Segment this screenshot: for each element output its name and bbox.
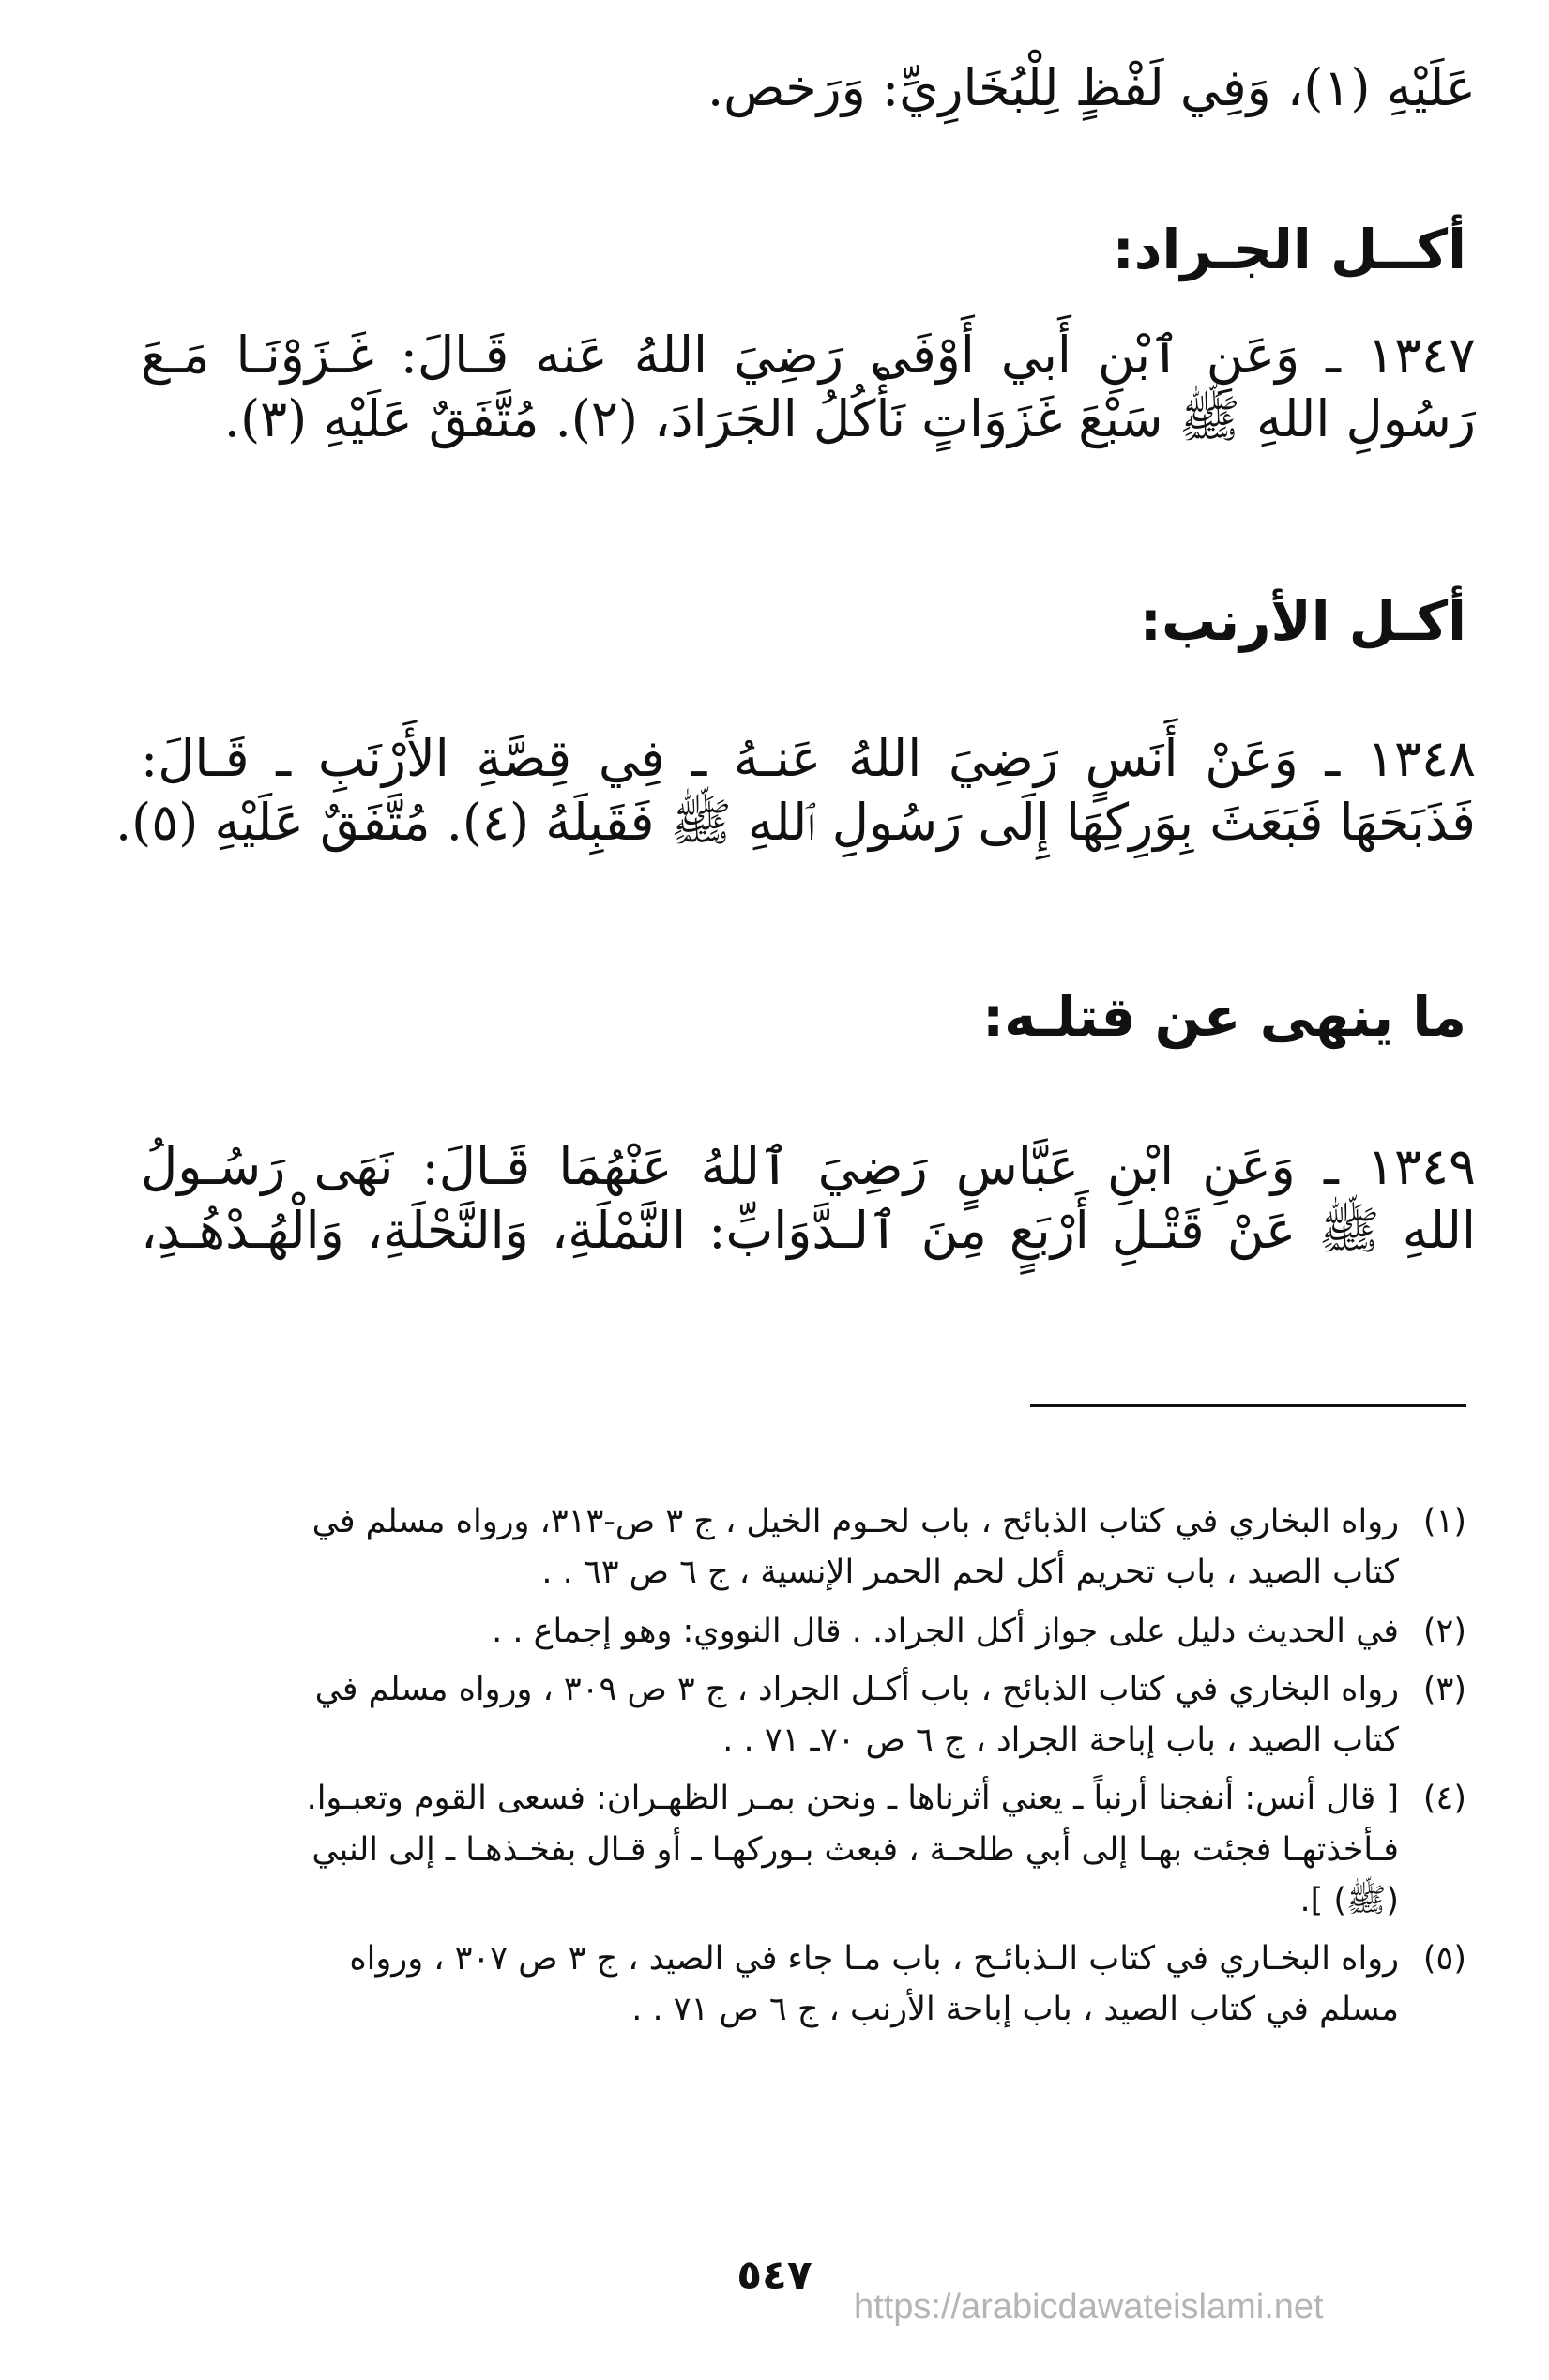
footnote-line: [ قال أنس: أنفجنا أرنباً ـ يعني أثرناها ـ ونحن بمـر الظهـران: فسعى القوم وتعبـوا. bbox=[306, 1780, 1399, 1818]
footnote-line: رواه البخاري في كتاب الذبائح ، باب أكـل الجراد ، ج ٣ ص ٣٠٩ ، ورواه مسلم في bbox=[314, 1670, 1399, 1708]
footnote-line: في الحديث دليل على جواز أكل الجراد. . قال النووي: وهو إجماع . . bbox=[492, 1612, 1399, 1650]
footnote-1 bbox=[150, 1496, 1466, 1599]
intro-line: عَلَيْهِ (١)، وَفِي لَفْظٍ لِلْبُخَارِيِّ: وَرَخص. bbox=[706, 58, 1476, 117]
heading-rabbit: أكـل الأرنب: bbox=[1139, 589, 1466, 653]
footnote-5 bbox=[150, 1933, 1466, 2036]
watermark-url: https://arabicdawateislami.net bbox=[854, 2287, 1324, 2327]
hadith-1347 bbox=[141, 324, 1476, 450]
footnote-number: (١) bbox=[1422, 1503, 1466, 1540]
hadith-1348 bbox=[115, 727, 1476, 854]
heading-locust: أكــل الجـراد: bbox=[1112, 218, 1466, 281]
footnote-text bbox=[150, 1664, 1399, 1766]
footnote-line: (ﷺ) ]. bbox=[1299, 1881, 1399, 1919]
hadith-1349 bbox=[141, 1135, 1476, 1262]
footnote-number: (٥) bbox=[1422, 1940, 1466, 1978]
footnotes bbox=[150, 1496, 1466, 2043]
hadith-line: رَسُولِ اللهِ ﷺ سَبْعَ غَزَوَاتٍ نَأْكُلُ الجَرَادَ، (٢). مُتَّفَقٌ عَلَيْهِ (٣). bbox=[223, 388, 1476, 448]
footnote-line: فـأخذتهـا فجئت بهـا إلى أبي طلحـة ، فبعث بـوركهـا ـ أو قـال بفخـذهـا ـ إلى النبي bbox=[311, 1830, 1399, 1869]
footnote-number: (٤) bbox=[1422, 1780, 1466, 1818]
hadith-line: فَذَبَحَهَا فَبَعَثَ بِوَرِكِهَا إِلَى رَسُولِ ٱللهِ ﷺ فَقَبِلَهُ (٤). مُتَّفَقٌ عَلَيْهِ (٥). bbox=[115, 792, 1476, 852]
intro-text bbox=[141, 56, 1476, 120]
footnote-number: (٣) bbox=[1422, 1670, 1466, 1708]
footnote-text bbox=[150, 1496, 1399, 1599]
page-number: ٥٤٧ bbox=[737, 2251, 812, 2299]
hadith-line: ١٣٤٨ ـ وَعَنْ أَنَسٍ رَضِيَ اللهُ عَنـهُ ـ فِي قِصَّةِ الأَرْنَبِ ـ قَـالَ: bbox=[141, 729, 1476, 788]
footnote-number: (٢) bbox=[1422, 1612, 1466, 1650]
footnote-text bbox=[150, 1606, 1399, 1657]
footnote-line: كتاب الصيد ، باب إباحة الجراد ، ج ٦ ص ٧٠ـ ٧١ . . bbox=[722, 1721, 1399, 1759]
footnote-4 bbox=[150, 1773, 1466, 1926]
footnote-line: مسلم في كتاب الصيد ، باب إباحة الأرنب ، ج ٦ ص ٧١ . . bbox=[631, 1991, 1399, 2029]
hadith-line: ١٣٤٧ ـ وَعَنِ ٱبْنِ أَبي أَوْفَى رَضِيَ اللهُ عَنه قَـالَ: غَـزَوْنَـا مَـعَ bbox=[141, 326, 1476, 385]
footnote-divider bbox=[1030, 1404, 1466, 1407]
hadith-line: ١٣٤٩ ـ وَعَنِ ابْنِ عَبَّاسٍ رَضِيَ ٱللهُ عَنْهُمَا قَـالَ: نَهَى رَسُـولُ bbox=[141, 1137, 1476, 1196]
hadith-line: اللهِ ﷺ عَنْ قَتْـلِ أَرْبَعٍ مِنَ ٱلـدَّوَابِّ: النَّمْلَةِ، وَالنَّحْلَةِ، وَالْهُـدْهُـدِ، bbox=[141, 1200, 1476, 1260]
footnote-text bbox=[150, 1933, 1399, 2036]
footnote-line: رواه البخـاري في كتاب الـذبائـح ، باب مـا جاء في الصيد ، ج ٣ ص ٣٠٧ ، ورواه bbox=[349, 1940, 1399, 1978]
footnote-text bbox=[150, 1773, 1399, 1926]
footnote-2 bbox=[150, 1606, 1466, 1657]
footnote-line: رواه البخاري في كتاب الذبائح ، باب لحـوم الخيل ، ج ٣ ص-٣١٣، ورواه مسلم في bbox=[311, 1503, 1399, 1540]
footnote-3 bbox=[150, 1664, 1466, 1766]
heading-forbidden: ما ينهى عن قتلـه: bbox=[981, 985, 1466, 1049]
footnote-line: كتاب الصيد ، باب تحريم أكل لحم الحمر الإنسية ، ج ٦ ص ٦٣ . . bbox=[541, 1554, 1399, 1592]
